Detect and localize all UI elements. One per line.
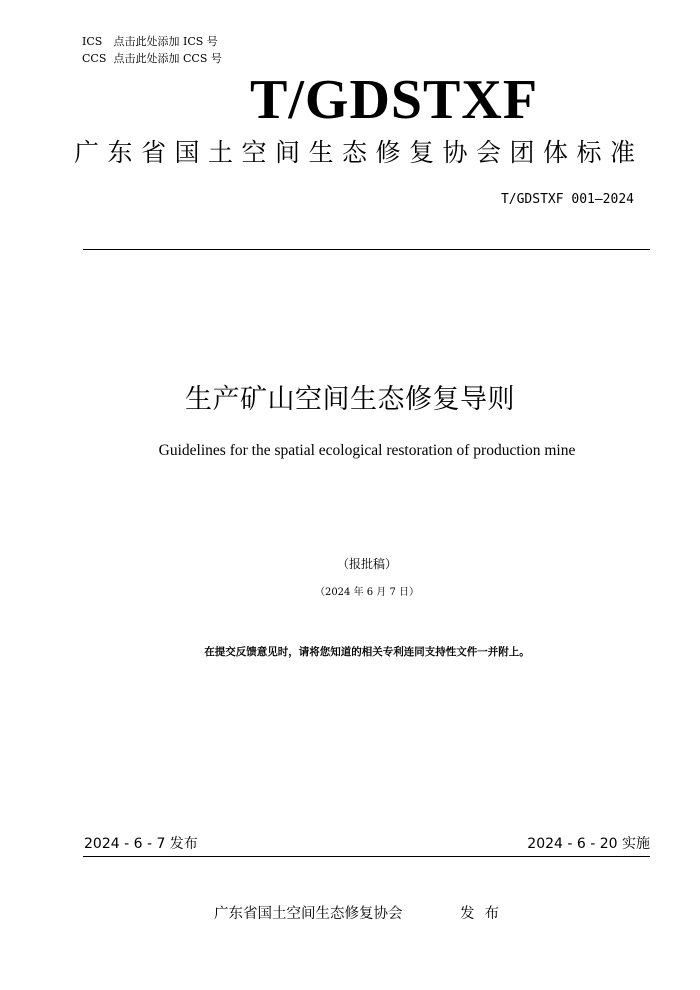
standard-logo: T/GDSTXF: [250, 69, 539, 131]
standard-number: T/GDSTXF 001—2024: [500, 192, 634, 207]
ics-placeholder[interactable]: 点击此处添加 ICS 号: [113, 35, 218, 48]
ccs-code: CCS: [82, 52, 107, 65]
draft-date: （2024 年 6 月 7 日）: [314, 587, 420, 598]
draft-stage: （报批稿）: [336, 557, 397, 571]
top-divider: [83, 249, 650, 250]
bottom-divider: [83, 856, 650, 857]
document-title-en: Guidelines for the spatial ecological restoration of production mine: [158, 442, 576, 459]
effective-date: 2024 - 6 - 20 实施: [527, 836, 650, 852]
ics-code: ICS: [82, 35, 103, 48]
ccs-line: [82, 52, 222, 66]
ccs-placeholder[interactable]: 点击此处添加 CCS 号: [113, 52, 222, 65]
issue-date: 2024 - 6 - 7 发布: [84, 836, 198, 852]
publish-label: 发布: [460, 906, 509, 922]
publisher-name: 广东省国土空间生态修复协会: [214, 906, 403, 922]
ics-line: [82, 35, 218, 49]
document-title-cn: 生产矿山空间生态修复导则: [185, 384, 515, 415]
org-standard-title: 广东省国土空间生态修复协会团体标准: [74, 138, 644, 167]
patent-notice: 在提交反馈意见时，请将您知道的相关专利连同支持性文件一并附上。: [204, 646, 530, 658]
